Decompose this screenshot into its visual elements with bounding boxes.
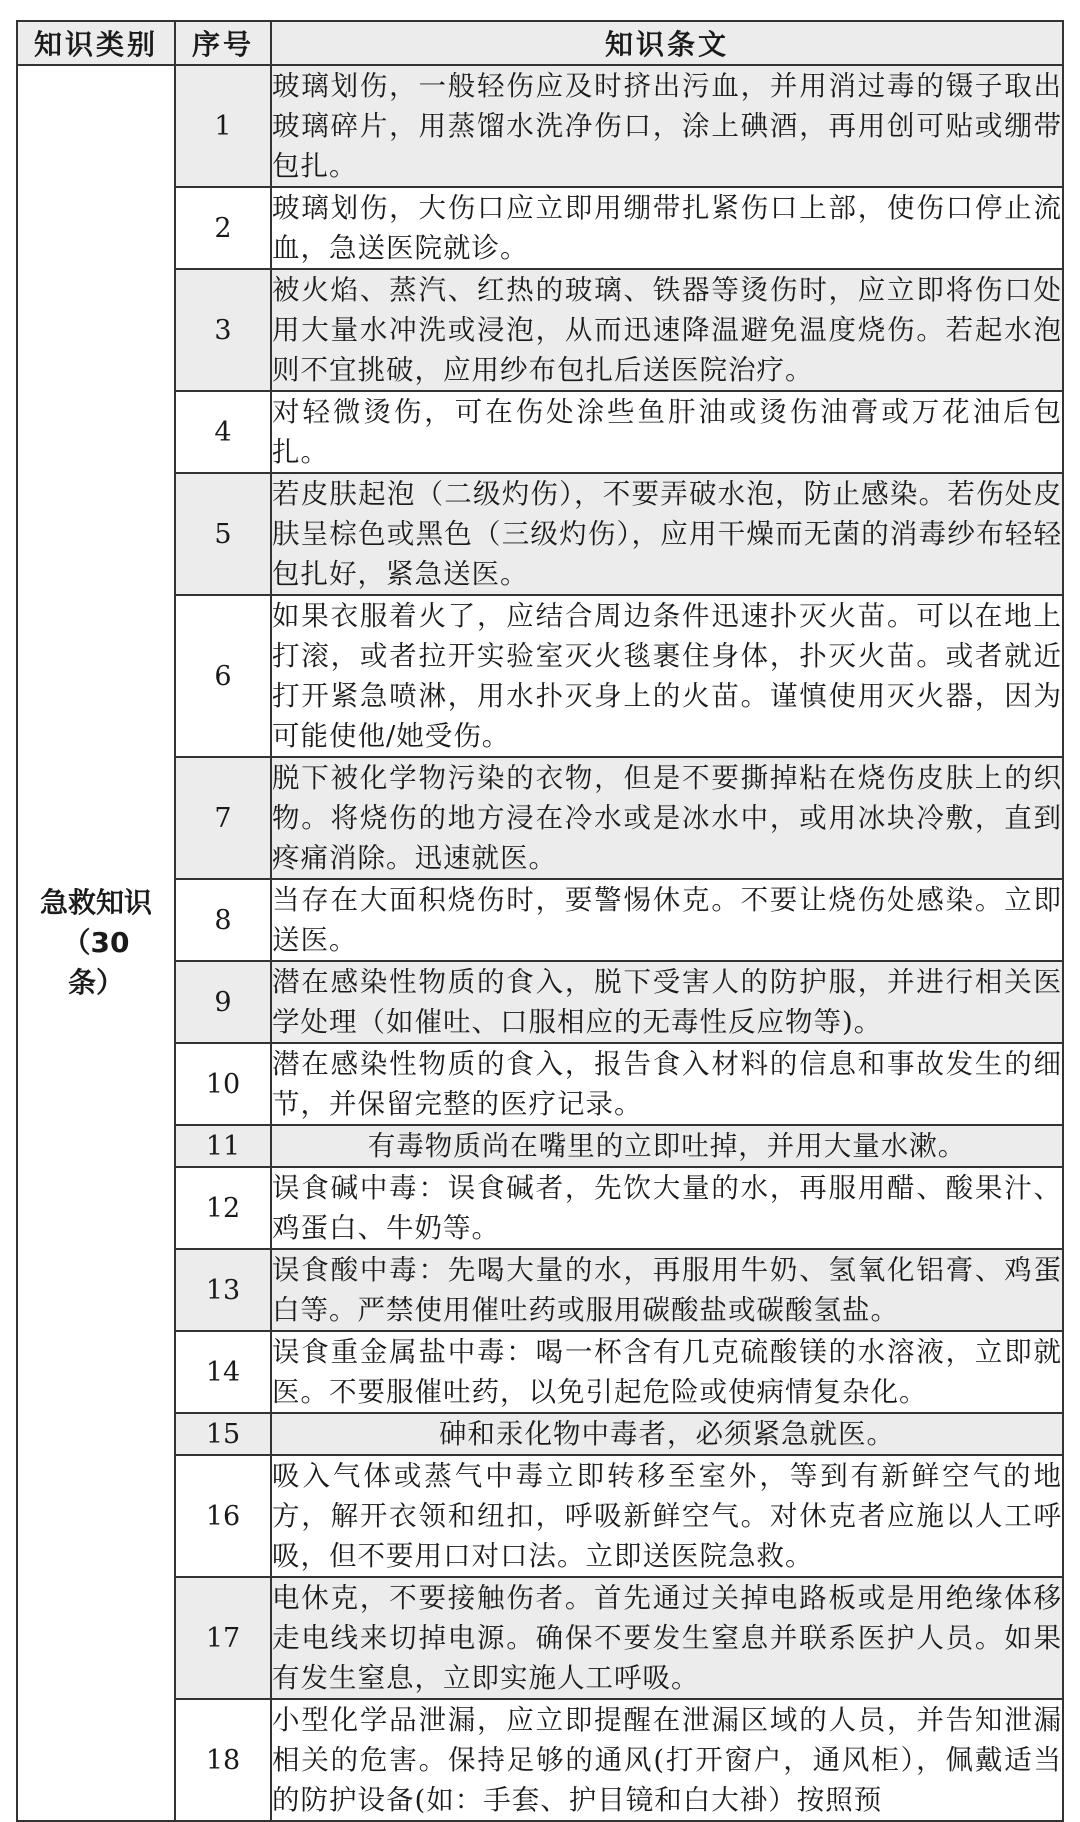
row-text: 吸入气体或蒸气中毒立即转移至室外，等到有新鲜空气的地方，解开衣领和纽扣，呼吸新鲜空气。对休克者应施以人工呼吸，但不要用口对口法。立即送医院急救。 (271, 1455, 1063, 1577)
header-text: 知识条文 (271, 21, 1063, 65)
row-number: 3 (175, 269, 271, 391)
row-text: 若皮肤起泡（二级灼伤），不要弄破水泡，防止感染。若伤处皮肤呈棕色或黑色（三级灼伤），应用干燥而无菌的消毒纱布轻轻包扎好，紧急送医。 (271, 473, 1063, 595)
category-line-2: （30 (62, 926, 130, 959)
row-number: 6 (175, 595, 271, 757)
row-text: 玻璃划伤，大伤口应立即用绷带扎紧伤口上部，使伤口停止流血，急送医院就诊。 (271, 187, 1063, 269)
category-cell (17, 65, 175, 1821)
row-text: 小型化学品泄漏，应立即提醒在泄漏区域的人员，并告知泄漏相关的危害。保持足够的通风(打开窗户，通风柜），佩戴适当的防护设备(如：手套、护目镜和白大褂）按照预 (271, 1699, 1063, 1821)
row-text: 误食酸中毒：先喝大量的水，再服用牛奶、氢氧化铝膏、鸡蛋白等。严禁使用催吐药或服用碳酸盐或碳酸氢盐。 (271, 1249, 1063, 1331)
row-number: 12 (175, 1167, 271, 1249)
row-number: 1 (175, 65, 271, 187)
category-line-1: 急救知识 (39, 886, 152, 919)
knowledge-table (16, 20, 1064, 1822)
row-number: 8 (175, 879, 271, 961)
row-text: 误食碱中毒：误食碱者，先饮大量的水，再服用醋、酸果汁、鸡蛋白、牛奶等。 (271, 1167, 1063, 1249)
row-text: 电休克，不要接触伤者。首先通过关掉电路板或是用绝缘体移走电线来切掉电源。确保不要发生窒息并联系医护人员。如果有发生窒息，立即实施人工呼吸。 (271, 1577, 1063, 1699)
row-text: 如果衣服着火了，应结合周边条件迅速扑灭火苗。可以在地上打滚，或者拉开实验室灭火毯裹住身体，扑灭火苗。或者就近打开紧急喷淋，用水扑灭身上的火苗。谨慎使用灭火器，因为可能使他/她受伤。 (271, 595, 1063, 757)
row-text: 对轻微烫伤，可在伤处涂些鱼肝油或烫伤油膏或万花油后包扎。 (271, 391, 1063, 473)
row-text: 玻璃划伤，一般轻伤应及时挤出污血，并用消过毒的镊子取出玻璃碎片，用蒸馏水洗净伤口，涂上碘酒，再用创可贴或绷带包扎。 (271, 65, 1063, 187)
row-text: 有毒物质尚在嘴里的立即吐掉，并用大量水漱。 (271, 1125, 1063, 1167)
row-number: 15 (175, 1413, 271, 1455)
table-header-row (17, 21, 1063, 65)
row-number: 18 (175, 1699, 271, 1821)
row-number: 16 (175, 1455, 271, 1577)
row-number: 2 (175, 187, 271, 269)
row-number: 14 (175, 1331, 271, 1413)
header-number: 序号 (175, 21, 271, 65)
row-text: 被火焰、蒸汽、红热的玻璃、铁器等烫伤时，应立即将伤口处用大量水冲洗或浸泡，从而迅速降温避免温度烧伤。若起水泡则不宜挑破，应用纱布包扎后送医院治疗。 (271, 269, 1063, 391)
row-text: 潜在感染性物质的食入，脱下受害人的防护服，并进行相关医学处理（如催吐、口服相应的无毒性反应物等)。 (271, 961, 1063, 1043)
row-number: 11 (175, 1125, 271, 1167)
row-number: 13 (175, 1249, 271, 1331)
row-number: 5 (175, 473, 271, 595)
row-text: 潜在感染性物质的食入，报告食入材料的信息和事故发生的细节，并保留完整的医疗记录。 (271, 1043, 1063, 1125)
row-text: 脱下被化学物污染的衣物，但是不要撕掉粘在烧伤皮肤上的织物。将烧伤的地方浸在冷水或是冰水中，或用冰块冷敷，直到疼痛消除。迅速就医。 (271, 757, 1063, 879)
table-row (17, 65, 1063, 187)
row-number: 7 (175, 757, 271, 879)
row-number: 10 (175, 1043, 271, 1125)
category-line-3: 条） (67, 966, 124, 999)
row-number: 4 (175, 391, 271, 473)
row-number: 9 (175, 961, 271, 1043)
row-text: 误食重金属盐中毒：喝一杯含有几克硫酸镁的水溶液，立即就医。不要服催吐药，以免引起危险或使病情复杂化。 (271, 1331, 1063, 1413)
row-text: 当存在大面积烧伤时，要警惕休克。不要让烧伤处感染。立即送医。 (271, 879, 1063, 961)
row-text: 砷和汞化物中毒者，必须紧急就医。 (271, 1413, 1063, 1455)
row-number: 17 (175, 1577, 271, 1699)
header-category: 知识类别 (17, 21, 175, 65)
